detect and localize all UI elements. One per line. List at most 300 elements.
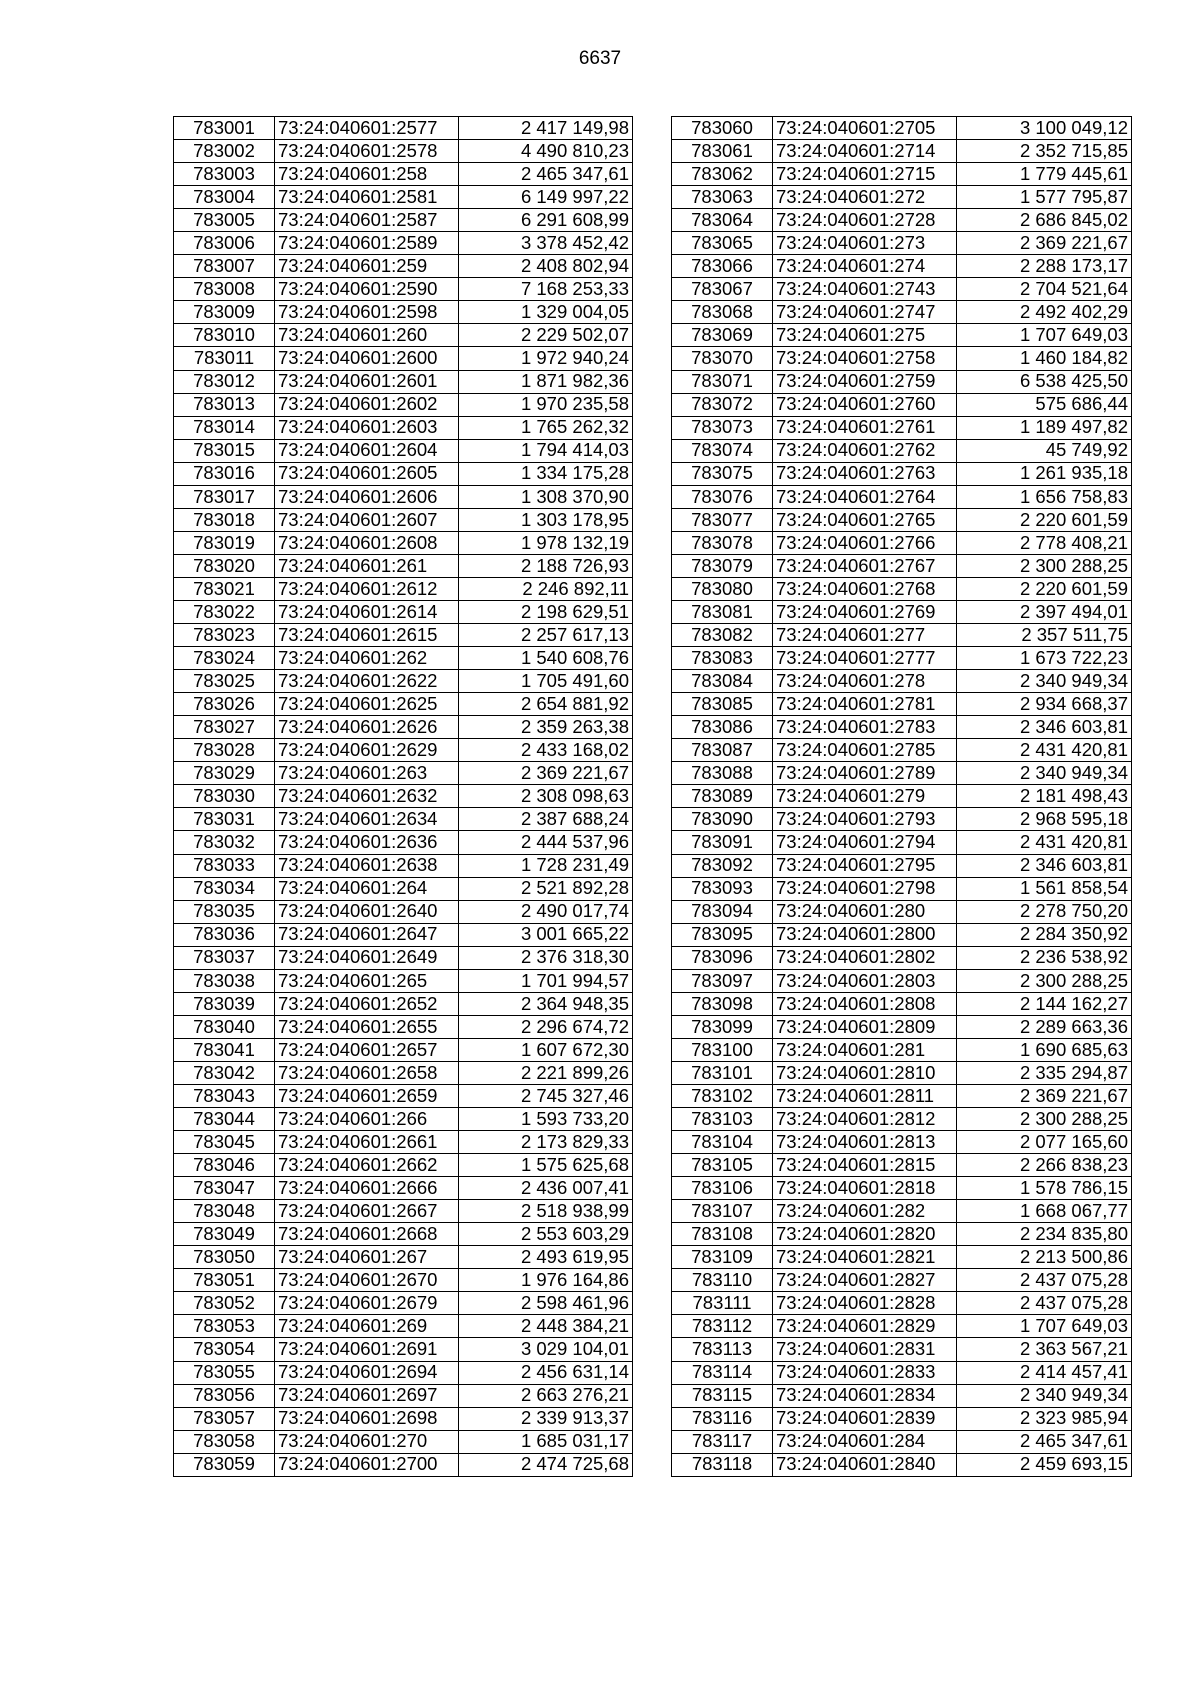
table-row xyxy=(174,1015,633,1038)
record-id-cell: 783012 xyxy=(174,370,275,393)
value-cell: 2 300 288,25 xyxy=(957,969,1132,992)
record-id-cell: 783053 xyxy=(174,1315,275,1338)
value-cell: 2 436 007,41 xyxy=(459,1177,633,1200)
record-id-cell: 783014 xyxy=(174,416,275,439)
table-row xyxy=(672,1269,1132,1292)
cadastral-number-cell: 73:24:040601:280 xyxy=(773,900,957,923)
cadastral-number-cell: 73:24:040601:2647 xyxy=(275,923,459,946)
cadastral-number-cell: 73:24:040601:2626 xyxy=(275,716,459,739)
value-cell: 1 303 178,95 xyxy=(459,508,633,531)
record-id-cell: 783002 xyxy=(174,140,275,163)
record-id-cell: 783067 xyxy=(672,278,773,301)
table-row xyxy=(672,1015,1132,1038)
record-id-cell: 783059 xyxy=(174,1453,275,1476)
record-id-cell: 783029 xyxy=(174,762,275,785)
table-row xyxy=(672,347,1132,370)
record-id-cell: 783071 xyxy=(672,370,773,393)
cadastral-number-cell: 73:24:040601:2602 xyxy=(275,393,459,416)
table-row xyxy=(174,393,633,416)
value-cell: 2 266 838,23 xyxy=(957,1154,1132,1177)
cadastral-number-cell: 73:24:040601:2747 xyxy=(773,301,957,324)
table-row xyxy=(174,508,633,531)
cadastral-number-cell: 73:24:040601:2829 xyxy=(773,1315,957,1338)
value-cell: 1 978 132,19 xyxy=(459,531,633,554)
cadastral-number-cell: 73:24:040601:2577 xyxy=(275,117,459,140)
table-row xyxy=(672,1361,1132,1384)
table-row xyxy=(672,1131,1132,1154)
table-row xyxy=(174,462,633,485)
cadastral-number-cell: 73:24:040601:2632 xyxy=(275,785,459,808)
table-row xyxy=(672,739,1132,762)
cadastral-number-cell: 73:24:040601:2661 xyxy=(275,1131,459,1154)
value-cell: 2 173 829,33 xyxy=(459,1131,633,1154)
value-cell: 45 749,92 xyxy=(957,439,1132,462)
table-row xyxy=(174,1407,633,1430)
value-cell: 1 540 608,76 xyxy=(459,647,633,670)
record-id-cell: 783050 xyxy=(174,1246,275,1269)
table-row xyxy=(174,1223,633,1246)
table-row xyxy=(174,1131,633,1154)
value-cell: 3 001 665,22 xyxy=(459,923,633,946)
table-row xyxy=(672,785,1132,808)
value-cell: 2 408 802,94 xyxy=(459,255,633,278)
record-id-cell: 783062 xyxy=(672,163,773,186)
cadastral-number-cell: 73:24:040601:2608 xyxy=(275,531,459,554)
record-id-cell: 783017 xyxy=(174,485,275,508)
table-row xyxy=(174,1200,633,1223)
record-id-cell: 783024 xyxy=(174,647,275,670)
value-cell: 2 339 913,37 xyxy=(459,1407,633,1430)
cadastral-number-cell: 73:24:040601:2728 xyxy=(773,209,957,232)
table-row xyxy=(672,992,1132,1015)
cadastral-number-cell: 73:24:040601:2761 xyxy=(773,416,957,439)
cadastral-number-cell: 73:24:040601:262 xyxy=(275,647,459,670)
value-cell: 2 521 892,28 xyxy=(459,877,633,900)
cadastral-number-cell: 73:24:040601:261 xyxy=(275,554,459,577)
record-id-cell: 783025 xyxy=(174,670,275,693)
table-row xyxy=(174,1038,633,1061)
table-row xyxy=(672,577,1132,600)
cadastral-number-cell: 73:24:040601:2662 xyxy=(275,1154,459,1177)
record-id-cell: 783103 xyxy=(672,1108,773,1131)
value-cell: 1 871 982,36 xyxy=(459,370,633,393)
value-cell: 2 213 500,86 xyxy=(957,1246,1132,1269)
record-id-cell: 783015 xyxy=(174,439,275,462)
table-row xyxy=(174,1108,633,1131)
table-row xyxy=(174,1453,633,1476)
record-id-cell: 783080 xyxy=(672,577,773,600)
table-row xyxy=(174,808,633,831)
table-row xyxy=(174,693,633,716)
value-cell: 2 456 631,14 xyxy=(459,1361,633,1384)
value-cell: 2 323 985,94 xyxy=(957,1407,1132,1430)
value-cell: 2 335 294,87 xyxy=(957,1061,1132,1084)
record-id-cell: 783093 xyxy=(672,877,773,900)
record-id-cell: 783069 xyxy=(672,324,773,347)
value-cell: 1 329 004,05 xyxy=(459,301,633,324)
record-id-cell: 783027 xyxy=(174,716,275,739)
record-id-cell: 783061 xyxy=(672,140,773,163)
record-id-cell: 783023 xyxy=(174,624,275,647)
table-row xyxy=(672,877,1132,900)
table-row xyxy=(174,1315,633,1338)
value-cell: 2 704 521,64 xyxy=(957,278,1132,301)
cadastral-number-cell: 73:24:040601:2758 xyxy=(773,347,957,370)
value-cell: 2 663 276,21 xyxy=(459,1384,633,1407)
table-row xyxy=(672,1338,1132,1361)
value-cell: 2 229 502,07 xyxy=(459,324,633,347)
table-row xyxy=(174,255,633,278)
record-id-cell: 783007 xyxy=(174,255,275,278)
cadastral-number-cell: 73:24:040601:2800 xyxy=(773,923,957,946)
table-row xyxy=(174,992,633,1015)
table-row xyxy=(672,900,1132,923)
table-row xyxy=(672,232,1132,255)
cadastral-number-cell: 73:24:040601:2794 xyxy=(773,831,957,854)
cadastral-number-cell: 73:24:040601:2601 xyxy=(275,370,459,393)
value-cell: 1 561 858,54 xyxy=(957,877,1132,900)
table-row xyxy=(174,854,633,877)
cadastral-number-cell: 73:24:040601:2767 xyxy=(773,554,957,577)
record-id-cell: 783076 xyxy=(672,485,773,508)
table-row xyxy=(672,1154,1132,1177)
table-row xyxy=(672,854,1132,877)
value-cell: 2 363 567,21 xyxy=(957,1338,1132,1361)
value-cell: 2 198 629,51 xyxy=(459,600,633,623)
record-id-cell: 783102 xyxy=(672,1084,773,1107)
table-row xyxy=(672,508,1132,531)
cadastral-number-cell: 73:24:040601:2658 xyxy=(275,1061,459,1084)
cadastral-number-cell: 73:24:040601:2764 xyxy=(773,485,957,508)
record-id-cell: 783111 xyxy=(672,1292,773,1315)
cadastral-number-cell: 73:24:040601:277 xyxy=(773,624,957,647)
cadastral-number-cell: 73:24:040601:274 xyxy=(773,255,957,278)
table-row xyxy=(174,969,633,992)
cadastral-number-cell: 73:24:040601:2649 xyxy=(275,946,459,969)
table-row xyxy=(174,554,633,577)
value-cell: 2 433 168,02 xyxy=(459,739,633,762)
value-cell: 2 340 949,34 xyxy=(957,762,1132,785)
cadastral-number-cell: 73:24:040601:2698 xyxy=(275,1407,459,1430)
table-row xyxy=(174,624,633,647)
cadastral-number-cell: 73:24:040601:2659 xyxy=(275,1084,459,1107)
table-row xyxy=(174,600,633,623)
value-cell: 1 976 164,86 xyxy=(459,1269,633,1292)
value-cell: 2 369 221,67 xyxy=(459,762,633,785)
table-row xyxy=(672,693,1132,716)
value-cell: 2 220 601,59 xyxy=(957,577,1132,600)
table-row xyxy=(672,624,1132,647)
value-cell: 2 181 498,43 xyxy=(957,785,1132,808)
table-row xyxy=(174,716,633,739)
table-row xyxy=(174,186,633,209)
value-cell: 1 673 722,23 xyxy=(957,647,1132,670)
cadastral-number-cell: 73:24:040601:2598 xyxy=(275,301,459,324)
value-cell: 1 460 184,82 xyxy=(957,347,1132,370)
cadastral-number-cell: 73:24:040601:259 xyxy=(275,255,459,278)
table-row xyxy=(672,670,1132,693)
value-cell: 2 465 347,61 xyxy=(459,163,633,186)
cadastral-number-cell: 73:24:040601:263 xyxy=(275,762,459,785)
cadastral-number-cell: 73:24:040601:2811 xyxy=(773,1084,957,1107)
record-id-cell: 783089 xyxy=(672,785,773,808)
value-cell: 2 492 402,29 xyxy=(957,301,1132,324)
record-id-cell: 783049 xyxy=(174,1223,275,1246)
value-cell: 2 397 494,01 xyxy=(957,600,1132,623)
value-cell: 2 346 603,81 xyxy=(957,716,1132,739)
table-row xyxy=(672,416,1132,439)
value-cell: 2 778 408,21 xyxy=(957,531,1132,554)
record-id-cell: 783095 xyxy=(672,923,773,946)
table-row xyxy=(672,255,1132,278)
value-cell: 1 577 795,87 xyxy=(957,186,1132,209)
record-id-cell: 783073 xyxy=(672,416,773,439)
cadastral-number-cell: 73:24:040601:2715 xyxy=(773,163,957,186)
table-row xyxy=(174,232,633,255)
record-id-cell: 783115 xyxy=(672,1384,773,1407)
record-id-cell: 783032 xyxy=(174,831,275,854)
table-row xyxy=(672,716,1132,739)
value-cell: 2 284 350,92 xyxy=(957,923,1132,946)
value-cell: 2 465 347,61 xyxy=(957,1430,1132,1453)
table-row xyxy=(672,1384,1132,1407)
cadastral-number-cell: 73:24:040601:2714 xyxy=(773,140,957,163)
record-id-cell: 783058 xyxy=(174,1430,275,1453)
data-table-right xyxy=(671,116,1132,1477)
record-id-cell: 783064 xyxy=(672,209,773,232)
cadastral-number-cell: 73:24:040601:2666 xyxy=(275,1177,459,1200)
table-row xyxy=(672,762,1132,785)
cadastral-number-cell: 73:24:040601:2840 xyxy=(773,1453,957,1476)
value-cell: 3 029 104,01 xyxy=(459,1338,633,1361)
value-cell: 1 707 649,03 xyxy=(957,1315,1132,1338)
cadastral-number-cell: 73:24:040601:258 xyxy=(275,163,459,186)
record-id-cell: 783066 xyxy=(672,255,773,278)
value-cell: 1 707 649,03 xyxy=(957,324,1132,347)
record-id-cell: 783107 xyxy=(672,1200,773,1223)
cadastral-number-cell: 73:24:040601:282 xyxy=(773,1200,957,1223)
cadastral-number-cell: 73:24:040601:2820 xyxy=(773,1223,957,1246)
value-cell: 2 490 017,74 xyxy=(459,900,633,923)
table-row xyxy=(174,877,633,900)
record-id-cell: 783031 xyxy=(174,808,275,831)
value-cell: 2 431 420,81 xyxy=(957,831,1132,854)
value-cell: 2 745 327,46 xyxy=(459,1084,633,1107)
value-cell: 2 364 948,35 xyxy=(459,992,633,1015)
cadastral-number-cell: 73:24:040601:260 xyxy=(275,324,459,347)
value-cell: 2 376 318,30 xyxy=(459,946,633,969)
record-id-cell: 783109 xyxy=(672,1246,773,1269)
record-id-cell: 783013 xyxy=(174,393,275,416)
value-cell: 2 518 938,99 xyxy=(459,1200,633,1223)
record-id-cell: 783099 xyxy=(672,1015,773,1038)
value-cell: 1 765 262,32 xyxy=(459,416,633,439)
value-cell: 2 077 165,60 xyxy=(957,1131,1132,1154)
record-id-cell: 783022 xyxy=(174,600,275,623)
value-cell: 2 220 601,59 xyxy=(957,508,1132,531)
table-row xyxy=(174,739,633,762)
value-cell: 2 448 384,21 xyxy=(459,1315,633,1338)
value-cell: 1 701 994,57 xyxy=(459,969,633,992)
value-cell: 2 437 075,28 xyxy=(957,1269,1132,1292)
table-row xyxy=(672,1292,1132,1315)
record-id-cell: 783008 xyxy=(174,278,275,301)
record-id-cell: 783075 xyxy=(672,462,773,485)
cadastral-number-cell: 73:24:040601:2694 xyxy=(275,1361,459,1384)
cadastral-number-cell: 73:24:040601:2578 xyxy=(275,140,459,163)
value-cell: 2 359 263,38 xyxy=(459,716,633,739)
table-row xyxy=(174,647,633,670)
cadastral-number-cell: 73:24:040601:2831 xyxy=(773,1338,957,1361)
record-id-cell: 783028 xyxy=(174,739,275,762)
table-row xyxy=(672,209,1132,232)
value-cell: 2 246 892,11 xyxy=(459,577,633,600)
table-row xyxy=(174,347,633,370)
table-row xyxy=(174,1430,633,1453)
value-cell: 1 656 758,83 xyxy=(957,485,1132,508)
record-id-cell: 783074 xyxy=(672,439,773,462)
table-row xyxy=(174,531,633,554)
value-cell: 2 288 173,17 xyxy=(957,255,1132,278)
record-id-cell: 783044 xyxy=(174,1108,275,1131)
record-id-cell: 783079 xyxy=(672,554,773,577)
cadastral-number-cell: 73:24:040601:2809 xyxy=(773,1015,957,1038)
value-cell: 1 690 685,63 xyxy=(957,1038,1132,1061)
cadastral-number-cell: 73:24:040601:2700 xyxy=(275,1453,459,1476)
cadastral-number-cell: 73:24:040601:2612 xyxy=(275,577,459,600)
table-row xyxy=(672,324,1132,347)
cadastral-number-cell: 73:24:040601:2759 xyxy=(773,370,957,393)
table-row xyxy=(672,117,1132,140)
value-cell: 2 257 617,13 xyxy=(459,624,633,647)
cadastral-number-cell: 73:24:040601:2657 xyxy=(275,1038,459,1061)
table-row xyxy=(174,324,633,347)
value-cell: 2 369 221,67 xyxy=(957,1084,1132,1107)
record-id-cell: 783034 xyxy=(174,877,275,900)
record-id-cell: 783048 xyxy=(174,1200,275,1223)
value-cell: 2 654 881,92 xyxy=(459,693,633,716)
cadastral-number-cell: 73:24:040601:2625 xyxy=(275,693,459,716)
value-cell: 2 340 949,34 xyxy=(957,1384,1132,1407)
cadastral-number-cell: 73:24:040601:2670 xyxy=(275,1269,459,1292)
table-row xyxy=(174,577,633,600)
table-row xyxy=(174,900,633,923)
record-id-cell: 783005 xyxy=(174,209,275,232)
record-id-cell: 783090 xyxy=(672,808,773,831)
value-cell: 1 668 067,77 xyxy=(957,1200,1132,1223)
table-row xyxy=(672,808,1132,831)
page-number: 6637 xyxy=(578,48,622,69)
table-row xyxy=(672,370,1132,393)
cadastral-number-cell: 73:24:040601:2766 xyxy=(773,531,957,554)
cadastral-number-cell: 73:24:040601:2768 xyxy=(773,577,957,600)
cadastral-number-cell: 73:24:040601:2828 xyxy=(773,1292,957,1315)
record-id-cell: 783092 xyxy=(672,854,773,877)
record-id-cell: 783104 xyxy=(672,1131,773,1154)
cadastral-number-cell: 73:24:040601:2655 xyxy=(275,1015,459,1038)
cadastral-number-cell: 73:24:040601:2808 xyxy=(773,992,957,1015)
record-id-cell: 783108 xyxy=(672,1223,773,1246)
data-table-left xyxy=(173,116,633,1477)
cadastral-number-cell: 73:24:040601:2679 xyxy=(275,1292,459,1315)
cadastral-number-cell: 73:24:040601:265 xyxy=(275,969,459,992)
cadastral-number-cell: 73:24:040601:2833 xyxy=(773,1361,957,1384)
record-id-cell: 783004 xyxy=(174,186,275,209)
cadastral-number-cell: 73:24:040601:2640 xyxy=(275,900,459,923)
record-id-cell: 783019 xyxy=(174,531,275,554)
table-row xyxy=(174,785,633,808)
value-cell: 2 431 420,81 xyxy=(957,739,1132,762)
table-row xyxy=(174,1384,633,1407)
record-id-cell: 783036 xyxy=(174,923,275,946)
table-row xyxy=(174,1246,633,1269)
table-row xyxy=(174,209,633,232)
value-cell: 1 607 672,30 xyxy=(459,1038,633,1061)
cadastral-number-cell: 73:24:040601:2812 xyxy=(773,1108,957,1131)
cadastral-number-cell: 73:24:040601:2785 xyxy=(773,739,957,762)
table-row xyxy=(672,1200,1132,1223)
value-cell: 2 346 603,81 xyxy=(957,854,1132,877)
record-id-cell: 783055 xyxy=(174,1361,275,1384)
value-cell: 6 291 608,99 xyxy=(459,209,633,232)
record-id-cell: 783054 xyxy=(174,1338,275,1361)
table-row xyxy=(672,186,1132,209)
record-id-cell: 783033 xyxy=(174,854,275,877)
value-cell: 2 598 461,96 xyxy=(459,1292,633,1315)
cadastral-number-cell: 73:24:040601:2839 xyxy=(773,1407,957,1430)
value-cell: 2 417 149,98 xyxy=(459,117,633,140)
value-cell: 1 705 491,60 xyxy=(459,670,633,693)
table-row xyxy=(174,1361,633,1384)
cadastral-number-cell: 73:24:040601:2834 xyxy=(773,1384,957,1407)
table-row xyxy=(174,1061,633,1084)
record-id-cell: 783117 xyxy=(672,1430,773,1453)
cadastral-number-cell: 73:24:040601:264 xyxy=(275,877,459,900)
table-row xyxy=(672,485,1132,508)
cadastral-number-cell: 73:24:040601:2789 xyxy=(773,762,957,785)
cadastral-number-cell: 73:24:040601:2606 xyxy=(275,485,459,508)
value-cell: 2 289 663,36 xyxy=(957,1015,1132,1038)
record-id-cell: 783052 xyxy=(174,1292,275,1315)
table-row xyxy=(174,416,633,439)
cadastral-number-cell: 73:24:040601:269 xyxy=(275,1315,459,1338)
cadastral-number-cell: 73:24:040601:2762 xyxy=(773,439,957,462)
record-id-cell: 783047 xyxy=(174,1177,275,1200)
cadastral-number-cell: 73:24:040601:2581 xyxy=(275,186,459,209)
record-id-cell: 783118 xyxy=(672,1453,773,1476)
cadastral-number-cell: 73:24:040601:2667 xyxy=(275,1200,459,1223)
table-row xyxy=(672,163,1132,186)
cadastral-number-cell: 73:24:040601:281 xyxy=(773,1038,957,1061)
cadastral-number-cell: 73:24:040601:2763 xyxy=(773,462,957,485)
record-id-cell: 783037 xyxy=(174,946,275,969)
record-id-cell: 783101 xyxy=(672,1061,773,1084)
record-id-cell: 783018 xyxy=(174,508,275,531)
table-row xyxy=(672,1315,1132,1338)
cadastral-number-cell: 73:24:040601:275 xyxy=(773,324,957,347)
cadastral-number-cell: 73:24:040601:2803 xyxy=(773,969,957,992)
value-cell: 2 444 537,96 xyxy=(459,831,633,854)
value-cell: 2 340 949,34 xyxy=(957,670,1132,693)
table-row xyxy=(672,600,1132,623)
record-id-cell: 783056 xyxy=(174,1384,275,1407)
value-cell: 6 149 997,22 xyxy=(459,186,633,209)
value-cell: 2 369 221,67 xyxy=(957,232,1132,255)
table-row xyxy=(174,1269,633,1292)
record-id-cell: 783041 xyxy=(174,1038,275,1061)
cadastral-number-cell: 73:24:040601:279 xyxy=(773,785,957,808)
value-cell: 1 972 940,24 xyxy=(459,347,633,370)
